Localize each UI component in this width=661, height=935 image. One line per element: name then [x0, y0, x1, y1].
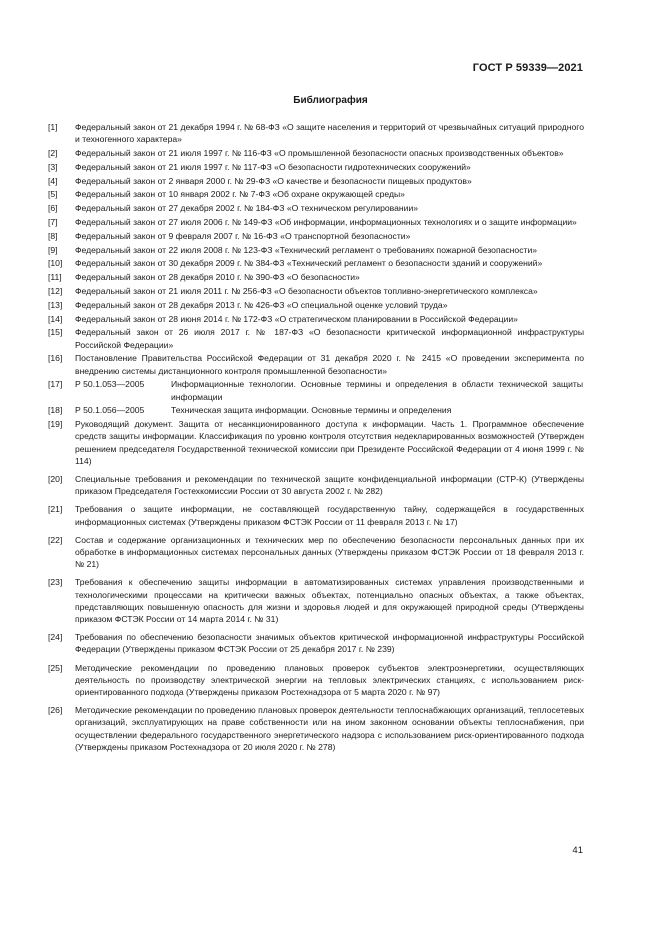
reference-text: Федеральный закон от 28 декабря 2010 г. № 390-ФЗ «О безопасности» — [75, 272, 360, 283]
reference-text: Требования по обеспечению безопасности значимых объектов критической информационной инфраструктуры Российской Федерации (Утверждены приказом ФСТЭК России от 25 декабря 2017 г. № 239) — [75, 632, 584, 655]
reference-text: Состав и содержание организационных и технических мер по обеспечению безопасности персональных данных при их обработке в информационных системах персональных данных (Утверждены приказом ФСТЭК России от 18 февраля 2013 г. № 21) — [75, 534, 584, 570]
reference-item — [48, 257, 584, 269]
page-title: Библиография — [293, 95, 368, 106]
reference-item — [48, 418, 584, 467]
reference-text: Требования о защите информации, не составляющей государственную тайну, содержащейся в государственных информационных системах (Утверждены приказом ФСТЭК России от 11 февраля 2013 г. № 17) — [75, 504, 584, 527]
reference-text: Требования к обеспечению защиты информации в автоматизированных системах управления производственными и технологическими процессами на критически важных объектах, потенциально опасных объектах, а также объектах, представляющих повышенную опасность для жизни и здоровья людей и для окружающей природной среды (Утверждены приказом ФСТЭК России от 14 марта 2014 г. № 31) — [75, 577, 584, 624]
reference-text: Федеральный закон от 2 января 2000 г. № 29-ФЗ «О качестве и безопасности пищевых продуктов» — [75, 175, 472, 186]
reference-item — [48, 534, 584, 571]
reference-text: Федеральный закон от 9 февраля 2007 г. № 16-ФЗ «О транспортной безопасности» — [75, 230, 411, 241]
reference-number: [21] — [48, 504, 63, 515]
reference-number: [14] — [48, 313, 63, 324]
reference-number: [15] — [48, 327, 63, 338]
reference-number: [25] — [48, 662, 63, 673]
standard-header: ГОСТ Р 59339—2021 — [472, 62, 583, 74]
reference-item — [48, 352, 584, 376]
reference-number: [3] — [48, 161, 58, 172]
reference-item — [48, 216, 584, 228]
reference-item — [48, 299, 584, 311]
reference-text: Федеральный закон от 21 июля 1997 г. № 117-ФЗ «О безопасности гидротехнических сооружений» — [75, 161, 471, 172]
reference-item — [48, 285, 584, 297]
reference-number: [18] — [48, 405, 63, 416]
reference-item — [48, 313, 584, 325]
reference-number: [9] — [48, 244, 58, 255]
reference-item — [48, 147, 584, 159]
reference-text: Методические рекомендации по проведению плановых проверок деятельности теплоснабжающих организаций, теплосетевых организаций, эксплуатирующих на праве собственности или на ином законном основании объекты теплоснабжения, при осуществлении федерального государственного энергетического надзора с использованием риск-ориентированного подхода (Утверждены приказом Ростехнадзора от 20 июля 2020 г. № 278) — [75, 705, 584, 752]
reference-number: [7] — [48, 216, 58, 227]
reference-number: [1] — [48, 122, 58, 132]
reference-item — [48, 188, 584, 200]
reference-item — [48, 161, 584, 173]
reference-standard-code: Р 50.1.053—2005 — [75, 379, 145, 390]
reference-item — [48, 378, 584, 402]
reference-number: [16] — [48, 353, 63, 364]
reference-standard-code: Р 50.1.056—2005 — [75, 405, 145, 416]
reference-item — [48, 503, 584, 527]
reference-number: [2] — [48, 148, 58, 158]
reference-text: Федеральный закон от 21 декабря 1994 г. № 68-ФЗ «О защите населения и территорий от чрезвычайных ситуаций природного и техногенного характера» — [75, 122, 584, 145]
reference-text: Федеральный закон от 10 января 2002 г. № 7-ФЗ «Об охране окружающей среды» — [75, 189, 405, 200]
reference-text: Постановление Правительства Российской Федерации от 31 декабря 2020 г. № 2415 «О проведении эксперимента по внедрению системы дистанционного контроля промышленной безопасности» — [75, 353, 584, 376]
reference-text: Федеральный закон от 22 июля 2008 г. № 123-ФЗ «Технический регламент о требованиях пожарной безопасности» — [75, 244, 538, 255]
bibliography-list — [48, 121, 584, 759]
reference-number: [26] — [48, 705, 63, 716]
reference-text: Федеральный закон от 26 июля 2017 г. № 187-ФЗ «О безопасности критической информационной инфраструктуры Российской Федерации» — [75, 327, 584, 350]
reference-text: Методические рекомендации по проведению плановых проверок субъектов электроэнергетики, осуществляющих деятельность по производству электрической энергии на тепловых электрических станциях, с использованием риск-ориентированного подхода (Утверждены приказом Ростехнадзора от 5 марта 2020 г. № 97) — [75, 662, 584, 698]
reference-item — [48, 326, 584, 350]
reference-item — [48, 704, 584, 753]
reference-text: Техническая защита информации. Основные термины и определения — [171, 405, 452, 416]
reference-number: [10] — [48, 258, 63, 269]
reference-item — [48, 202, 584, 214]
reference-text: Руководящий документ. Защита от несанкционированного доступа к информации. Часть 1. Программное обеспечение средств защиты информации. Классификация по уровню контроля отсутствия недекларированных возможностей (Утвержден решением председателя Государственной технической комиссии при Президенте Российской Федерации от 4 июня 1999 г. № 114) — [75, 419, 584, 466]
reference-item — [48, 631, 584, 655]
reference-number: [22] — [48, 534, 63, 545]
reference-item — [48, 576, 584, 625]
reference-number: [13] — [48, 299, 63, 310]
reference-number: [4] — [48, 175, 58, 186]
reference-text: Федеральный закон от 30 декабря 2009 г. № 384-ФЗ «Технический регламент о безопасности зданий и сооружений» — [75, 258, 543, 269]
reference-text: Федеральный закон от 27 июля 2006 г. № 149-ФЗ «Об информации, информационных технологиях и о защите информации» — [75, 216, 577, 227]
reference-item — [48, 473, 584, 497]
reference-text: Информационные технологии. Основные термины и определения в области технической защиты информации — [171, 379, 583, 402]
reference-number: [12] — [48, 285, 63, 296]
page-number: 41 — [572, 845, 583, 856]
reference-number: [5] — [48, 189, 58, 200]
reference-item — [48, 662, 584, 699]
reference-number: [8] — [48, 230, 58, 241]
reference-item — [48, 244, 584, 256]
reference-item — [48, 175, 584, 187]
reference-number: [23] — [48, 577, 63, 588]
reference-text: Федеральный закон от 28 июня 2014 г. № 172-ФЗ «О стратегическом планировании в Российской Федерации» — [75, 313, 518, 324]
reference-number: [17] — [48, 379, 63, 390]
reference-number: [11] — [48, 272, 62, 283]
reference-number: [20] — [48, 473, 63, 484]
reference-item — [48, 230, 584, 242]
reference-text: Федеральный закон от 28 декабря 2013 г. № 426-ФЗ «О специальной оценке условий труда» — [75, 299, 448, 310]
reference-number: [24] — [48, 632, 63, 643]
reference-item — [48, 404, 584, 416]
reference-text: Федеральный закон от 21 июля 1997 г. № 116-ФЗ «О промышленной безопасности опасных производственных объектов» — [75, 148, 564, 158]
reference-number: [6] — [48, 203, 58, 214]
reference-text: Федеральный закон от 27 декабря 2002 г. № 184-ФЗ «О техническом регулировании» — [75, 203, 419, 214]
reference-number: [19] — [48, 419, 63, 430]
reference-item — [48, 271, 584, 283]
reference-item — [48, 121, 584, 145]
reference-text: Федеральный закон от 21 июля 2011 г. № 256-ФЗ «О безопасности объектов топливно-энергетического комплекса» — [75, 285, 538, 296]
reference-text: Специальные требования и рекомендации по технической защите конфиденциальной информации (СТР-К) (Утверждены приказом Председателя Гостехкомиссии России от 30 августа 2002 г. № 282) — [75, 473, 584, 497]
